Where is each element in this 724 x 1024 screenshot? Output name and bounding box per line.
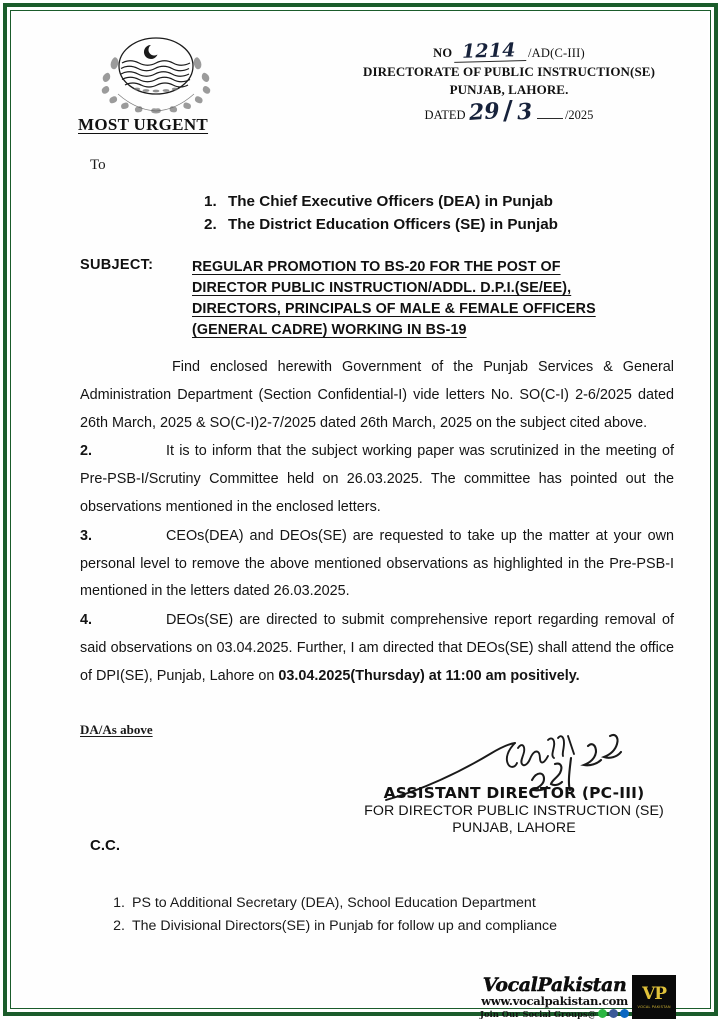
subject-line-3: DIRECTORS, PRINCIPALS OF MALE & FEMALE OFFICERS: [192, 301, 596, 318]
dated-month-handwritten: 3: [515, 98, 533, 126]
facebook-icon: [609, 1009, 618, 1018]
cc-label: C.C.: [90, 837, 120, 854]
paragraph-number: 3.: [80, 527, 93, 544]
dated-year: /2025: [564, 108, 594, 122]
watermark-social-row: [480, 1009, 629, 1018]
addressee-list: [204, 190, 654, 236]
cc-list: [110, 892, 650, 938]
addressee-number: 2.: [204, 216, 217, 234]
letter-body: [80, 354, 674, 692]
cc-item: [110, 892, 650, 915]
body-paragraph-4: [80, 607, 674, 690]
signatory-designation: ASSISTANT DIRECTOR (PC-III): [383, 784, 645, 802]
body-paragraph-1: Find enclosed herewith Government of the Punjab Services & General Administration Department (Section Confidential-I) vide letters No. SO(C-I) 2-6/2025 dated 26th March, 2025 & SO(C-I)2-7/2025 dated 26th March, 2025 on the subject cited above.: [80, 359, 674, 431]
punjab-government-emblem-icon: [96, 32, 216, 114]
reference-number-handwritten: 1214: [454, 41, 526, 63]
subject-text: [192, 257, 672, 342]
document-paper: [14, 14, 708, 1019]
reference-number-label: NO: [433, 46, 453, 60]
subject-label: SUBJECT:: [80, 257, 154, 273]
most-urgent-heading: MOST URGENT: [78, 115, 209, 134]
issuing-office-line1: DIRECTORATE OF PUBLIC INSTRUCTION(SE): [362, 64, 656, 79]
cc-number: 2.: [113, 918, 125, 934]
letterhead-header: [344, 39, 674, 127]
issuing-office-line2: PUNJAB, LAHORE.: [449, 82, 569, 97]
subject-line-4: (GENERAL CADRE) WORKING IN BS-19: [192, 322, 467, 339]
whatsapp-icon: [598, 1009, 607, 1018]
paragraph-text: It is to inform that the subject working paper was scrutinized in the meeting of Pre-PSB-I/Scrutiny Committee held on 26.03.2025. The committee has pointed out the observations mentioned in the enclosed letters.: [80, 443, 674, 515]
date-separator-icon: /: [503, 96, 513, 126]
reference-number-suffix: /AD(C-III): [528, 46, 585, 60]
dated-day-handwritten: 29: [467, 97, 500, 127]
paragraph-number: 4.: [80, 612, 93, 629]
signature-block: [344, 784, 684, 836]
date-underline-rule: [537, 118, 563, 119]
addressee-text: The District Education Officers (SE) in Punjab: [228, 216, 558, 234]
cc-number: 1.: [113, 895, 125, 911]
reference-number-line: [344, 39, 674, 63]
subject-line-1: REGULAR PROMOTION TO BS-20 FOR THE POST OF: [192, 259, 561, 275]
watermark-logo-caption: VOCAL PAKISTAN: [637, 1004, 671, 1009]
addressee-item: [204, 190, 654, 213]
subject-block: [80, 257, 672, 342]
addressee-text: The Chief Executive Officers (DEA) in Punjab: [228, 193, 553, 210]
addressee-number: 1.: [204, 193, 217, 210]
addressee-item: [204, 213, 654, 236]
meeting-time-emphasis: 03.04.2025(Thursday) at 11:00 am positively.: [278, 667, 580, 684]
cc-text: The Divisional Directors(SE) in Punjab for follow up and compliance: [132, 918, 558, 934]
dated-label: DATED: [424, 108, 466, 122]
body-paragraph-3: [80, 523, 674, 606]
watermark-text-column: [480, 973, 629, 1019]
subject-line-2: DIRECTOR PUBLIC INSTRUCTION/ADDL. D.P.I.(SE/EE),: [192, 280, 572, 297]
watermark-branding: [480, 972, 704, 1022]
watermark-website-url: www.vocalpakistan.com: [481, 993, 628, 1008]
watermark-join-text: Join Our Social Groups@: [480, 1008, 597, 1019]
watermark-brand-name: VocalPakistan: [482, 973, 627, 996]
paragraph-number: 2.: [80, 443, 93, 460]
paragraph-text: CEOs(DEA) and DEOs(SE) are requested to take up the matter at your own personal level to remove the above mentioned observations as highlighted in the Pre-PSB-I mentioned in the letters dated 26.03.2025.: [80, 527, 674, 600]
to-label: To: [90, 157, 106, 173]
cc-text: PS to Additional Secretary (DEA), School Education Department: [132, 895, 536, 911]
signatory-authority-line2: PUNJAB, LAHORE: [452, 820, 576, 836]
dated-line: [344, 96, 674, 127]
signatory-authority-line1: FOR DIRECTOR PUBLIC INSTRUCTION (SE): [364, 803, 664, 819]
enclosure-note: DA/As above: [80, 722, 153, 737]
linkedin-icon: [620, 1009, 629, 1018]
cc-item: [110, 915, 650, 938]
body-paragraph-2: [80, 438, 674, 521]
watermark-logo-monogram: VP: [642, 983, 667, 1004]
watermark-logo-badge: [632, 975, 676, 1019]
paragraph-text: DEOs(SE) are directed to submit comprehensive report regarding removal of said observations on 03.04.2025. Further, I am directed that DEOs(SE) shall attend the office of DPI(SE), Punjab, Lahore on: [80, 612, 674, 684]
